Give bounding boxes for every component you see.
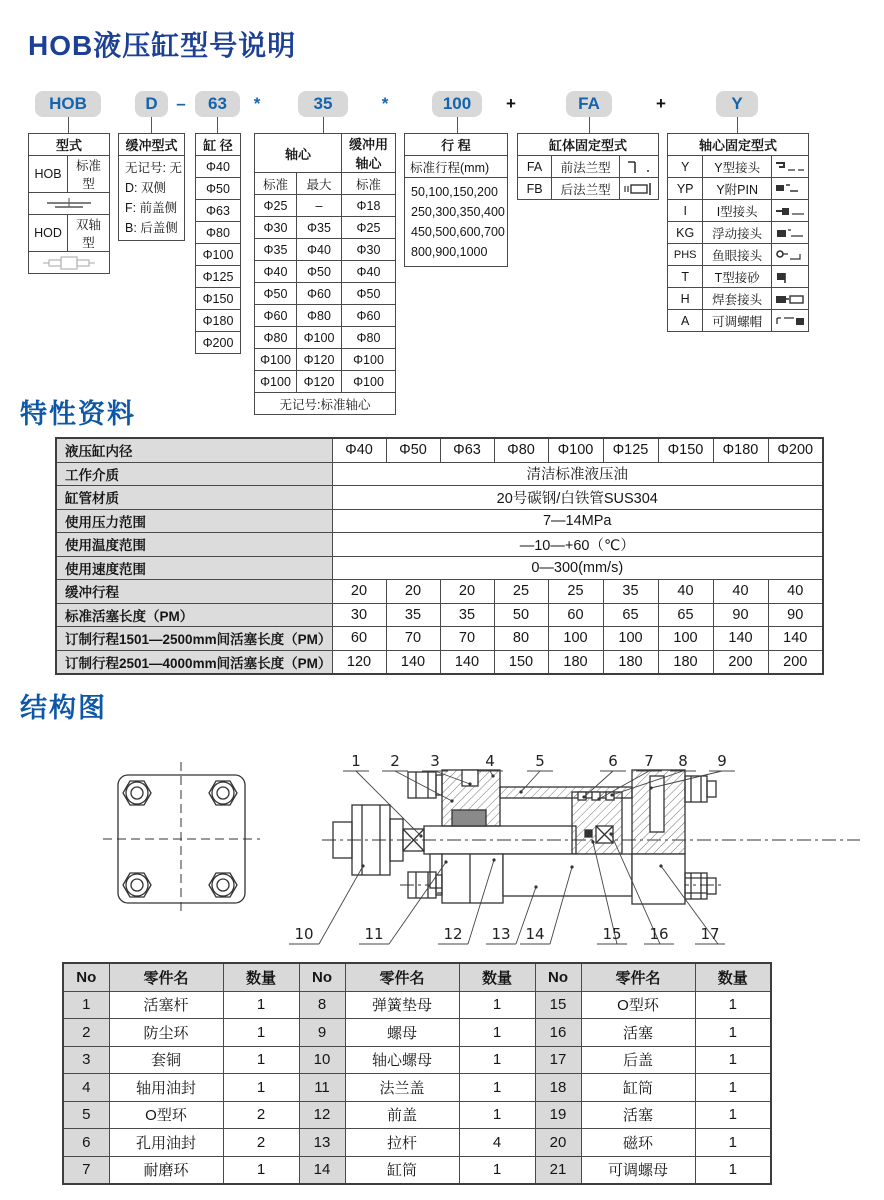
bore-value: Φ100 — [196, 244, 241, 266]
shaft-max: Φ100 — [297, 327, 342, 349]
spec-label: 使用温度范围 — [56, 533, 332, 557]
spec-label: 订制行程2501—4000mm间活塞长度（PM） — [56, 650, 332, 674]
shaft-buf: Φ80 — [342, 327, 396, 349]
buffer-table-header: 缓冲型式 — [119, 134, 185, 156]
spec-value: 70 — [386, 627, 440, 651]
part-qty: 1 — [459, 1156, 535, 1184]
spec-label: 使用速度范围 — [56, 556, 332, 580]
part-qty: 1 — [695, 1019, 771, 1047]
part-qty: 2 — [223, 1101, 299, 1129]
callout-number: 6 — [608, 752, 618, 770]
buffer-option: B: 后盖侧 — [125, 221, 178, 235]
part-qty: 1 — [223, 1046, 299, 1074]
part-name: 活塞杆 — [109, 991, 223, 1019]
spec-value: 60 — [332, 627, 386, 651]
spec-value: 140 — [768, 627, 823, 651]
part-name: O型环 — [109, 1101, 223, 1129]
rod-eye-joint-icon — [772, 244, 809, 266]
bore-value: Φ180 — [196, 310, 241, 332]
callout-number: 7 — [644, 752, 654, 770]
spec-value: Φ63 — [440, 438, 494, 462]
fix-code: I — [668, 200, 703, 222]
part-qty: 1 — [459, 1074, 535, 1102]
part-name: 耐磨环 — [109, 1156, 223, 1184]
spec-label: 工作介质 — [56, 462, 332, 486]
shaft-max: Φ60 — [297, 283, 342, 305]
type-code: HOB — [29, 156, 68, 193]
part-no: 9 — [299, 1019, 345, 1047]
shaft-max: – — [297, 195, 342, 217]
fix-name: 浮动接头 — [703, 222, 772, 244]
shaft-buf: Φ30 — [342, 239, 396, 261]
shaft-std: Φ40 — [255, 261, 297, 283]
parts-row — [63, 991, 771, 1019]
spec-value: 65 — [603, 603, 658, 627]
part-name: 拉杆 — [345, 1129, 459, 1157]
bore-value: Φ40 — [196, 156, 241, 178]
callout-number: 3 — [430, 752, 440, 770]
spec-value: Φ100 — [548, 438, 603, 462]
flange-bolt — [209, 781, 237, 805]
callout-number: 17 — [700, 925, 720, 943]
fix-name: I型接头 — [703, 200, 772, 222]
parts-header-no: No — [63, 963, 109, 991]
spec-value-span: 20号碳钢/白铁管SUS304 — [332, 486, 823, 510]
part-no: 13 — [299, 1129, 345, 1157]
model-box-stroke: 100 — [432, 91, 482, 117]
shaft-buf: Φ40 — [342, 261, 396, 283]
part-no: 7 — [63, 1156, 109, 1184]
spec-value-span: 0—300(mm/s) — [332, 556, 823, 580]
callout-number: 14 — [525, 925, 545, 943]
hob-cylinder-symbol — [41, 197, 97, 211]
flange-bolt — [123, 781, 151, 805]
model-box-series: HOB — [35, 91, 101, 117]
stroke-values: 250,300,350,400 — [411, 205, 505, 219]
parts-header-no: No — [535, 963, 581, 991]
fix-name: T型接砂 — [703, 266, 772, 288]
spec-label: 使用压力范围 — [56, 509, 332, 533]
part-no: 4 — [63, 1074, 109, 1102]
shaft-max: Φ50 — [297, 261, 342, 283]
code-separator: + — [656, 94, 666, 113]
spec-value: 25 — [494, 580, 548, 604]
fix-name: 焊套接头 — [703, 288, 772, 310]
callout-number: 2 — [390, 752, 400, 770]
fix-name: 前法兰型 — [552, 156, 620, 178]
code-separator: – — [176, 94, 186, 113]
callout-number: 9 — [717, 752, 727, 770]
fix-code: T — [668, 266, 703, 288]
type-table-header: 型式 — [29, 134, 110, 156]
stroke-values: 50,100,150,200 — [411, 185, 498, 199]
shaft-fix-table — [667, 133, 809, 332]
part-no: 6 — [63, 1129, 109, 1157]
spec-value: 20 — [332, 580, 386, 604]
part-qty: 1 — [459, 1019, 535, 1047]
spec-value: 100 — [603, 627, 658, 651]
spec-value: 90 — [768, 603, 823, 627]
shaft-max: Φ80 — [297, 305, 342, 327]
connector-line — [457, 117, 458, 133]
fix-name: 鱼眼接头 — [703, 244, 772, 266]
spec-value: 180 — [603, 650, 658, 674]
part-qty: 1 — [223, 1074, 299, 1102]
spec-value: 70 — [440, 627, 494, 651]
shaft-subheader: 标准 — [255, 173, 297, 195]
shaft-subheader: 标准 — [342, 173, 396, 195]
weld-sleeve-joint-icon — [772, 288, 809, 310]
spec-value-span: 7—14MPa — [332, 509, 823, 533]
spec-value: 100 — [658, 627, 713, 651]
hod-symbol-cell — [29, 252, 110, 274]
parts-row — [63, 1046, 771, 1074]
part-no: 3 — [63, 1046, 109, 1074]
spec-label: 订制行程1501—2500mm间活塞长度（PM） — [56, 627, 332, 651]
shaft-std: Φ80 — [255, 327, 297, 349]
fix-code: H — [668, 288, 703, 310]
part-qty: 1 — [695, 1074, 771, 1102]
parts-header-no: No — [299, 963, 345, 991]
part-no: 14 — [299, 1156, 345, 1184]
fix-name: Y附PIN — [703, 178, 772, 200]
hob-symbol-cell — [29, 193, 110, 215]
part-no: 20 — [535, 1129, 581, 1157]
spec-value: 80 — [494, 627, 548, 651]
callout-number: 8 — [678, 752, 688, 770]
spec-value: 40 — [658, 580, 713, 604]
type-code: HOD — [29, 215, 68, 252]
structure-section-heading: 结构图 — [20, 693, 107, 723]
parts-header-qty: 数量 — [695, 963, 771, 991]
bore-value: Φ125 — [196, 266, 241, 288]
fix-code: Y — [668, 156, 703, 178]
part-no: 5 — [63, 1101, 109, 1129]
parts-row — [63, 1101, 771, 1129]
spec-value: 120 — [332, 650, 386, 674]
buffer-option: F: 前盖侧 — [125, 201, 178, 215]
spec-value-span: 清洁标准液压油 — [332, 462, 823, 486]
hod-cylinder-symbol — [41, 255, 97, 271]
shaft-buf: Φ18 — [342, 195, 396, 217]
adjustable-nut-icon — [772, 310, 809, 332]
stroke-values: 450,500,600,700 — [411, 225, 505, 239]
part-name: 活塞 — [581, 1101, 695, 1129]
shaft-buf: Φ100 — [342, 371, 396, 393]
callout-number: 1 — [351, 752, 361, 770]
connector-line — [737, 117, 738, 133]
callout-number: 5 — [535, 752, 545, 770]
parts-row — [63, 1074, 771, 1102]
fix-code: YP — [668, 178, 703, 200]
shaft-buf: Φ60 — [342, 305, 396, 327]
spec-value: Φ150 — [658, 438, 713, 462]
part-name: 磁环 — [581, 1129, 695, 1157]
spec-label: 液压缸内径 — [56, 438, 332, 462]
part-no: 15 — [535, 991, 581, 1019]
fix-code: FA — [518, 156, 552, 178]
fix-code: KG — [668, 222, 703, 244]
part-no: 1 — [63, 991, 109, 1019]
connector-line — [151, 117, 152, 133]
part-name: 孔用油封 — [109, 1129, 223, 1157]
spec-value: Φ80 — [494, 438, 548, 462]
type-table — [28, 133, 110, 274]
parts-header-name: 零件名 — [109, 963, 223, 991]
callout-number: 12 — [443, 925, 463, 943]
spec-value: 140 — [386, 650, 440, 674]
model-box-buffer: D — [135, 91, 168, 117]
part-no: 11 — [299, 1074, 345, 1102]
part-name: 后盖 — [581, 1046, 695, 1074]
connector-line — [589, 117, 590, 133]
part-name: O型环 — [581, 991, 695, 1019]
bore-value: Φ200 — [196, 332, 241, 354]
spec-value: 180 — [658, 650, 713, 674]
shaft-buf: Φ50 — [342, 283, 396, 305]
spec-value: Φ180 — [713, 438, 768, 462]
spec-value: Φ50 — [386, 438, 440, 462]
spec-value: 150 — [494, 650, 548, 674]
shaft-max: Φ120 — [297, 349, 342, 371]
part-no: 16 — [535, 1019, 581, 1047]
spec-value: 60 — [548, 603, 603, 627]
spec-value: 30 — [332, 603, 386, 627]
shaft-std: Φ25 — [255, 195, 297, 217]
part-qty: 1 — [695, 1046, 771, 1074]
spec-value: Φ125 — [603, 438, 658, 462]
part-qty: 1 — [695, 1101, 771, 1129]
shaft-std: Φ50 — [255, 283, 297, 305]
type-name: 双轴型 — [68, 215, 110, 252]
connector-line — [68, 117, 69, 133]
model-box-shaft-fix: Y — [716, 91, 758, 117]
part-no: 18 — [535, 1074, 581, 1102]
part-no: 8 — [299, 991, 345, 1019]
part-qty: 1 — [695, 1129, 771, 1157]
spec-value: 140 — [440, 650, 494, 674]
stroke-table — [404, 133, 508, 267]
part-name: 轴用油封 — [109, 1074, 223, 1102]
part-no: 12 — [299, 1101, 345, 1129]
spec-value: Φ200 — [768, 438, 823, 462]
spec-label: 标准活塞长度（PM） — [56, 603, 332, 627]
buffer-option: D: 双侧 — [125, 181, 166, 195]
part-no: 10 — [299, 1046, 345, 1074]
parts-row — [63, 1156, 771, 1184]
shaft-max: Φ35 — [297, 217, 342, 239]
shaft-max: Φ120 — [297, 371, 342, 393]
spec-section-heading: 特性资料 — [20, 399, 136, 429]
spec-value: 140 — [713, 627, 768, 651]
part-qty: 1 — [223, 1019, 299, 1047]
spec-value: 50 — [494, 603, 548, 627]
parts-header-name: 零件名 — [345, 963, 459, 991]
part-name: 法兰盖 — [345, 1074, 459, 1102]
part-name: 活塞 — [581, 1019, 695, 1047]
shaft-fix-header: 轴心固定型式 — [668, 134, 809, 156]
connector-line — [323, 117, 324, 133]
part-no: 19 — [535, 1101, 581, 1129]
cylinder-body-outside — [408, 854, 716, 904]
part-no: 21 — [535, 1156, 581, 1184]
shaft-table — [254, 133, 396, 415]
part-name: 防尘环 — [109, 1019, 223, 1047]
type-name: 标准型 — [68, 156, 110, 193]
part-name: 套铜 — [109, 1046, 223, 1074]
shaft-table-header: 轴心 — [255, 134, 342, 173]
front-flange-icon — [620, 156, 659, 178]
part-name: 缸筒 — [581, 1074, 695, 1102]
part-no: 2 — [63, 1019, 109, 1047]
stroke-values: 800,900,1000 — [411, 245, 488, 259]
parts-row — [63, 1129, 771, 1157]
fix-name: Y型接头 — [703, 156, 772, 178]
spec-value: 35 — [386, 603, 440, 627]
fix-name: 可调螺帽 — [703, 310, 772, 332]
flange-bolt — [123, 873, 151, 897]
bore-value: Φ63 — [196, 200, 241, 222]
bore-value: Φ80 — [196, 222, 241, 244]
spec-value: 20 — [440, 580, 494, 604]
parts-row — [63, 1019, 771, 1047]
body-fix-header: 缸体固定型式 — [518, 134, 659, 156]
spec-value: 200 — [768, 650, 823, 674]
flange-bolt — [209, 873, 237, 897]
part-qty: 1 — [223, 991, 299, 1019]
spec-value: 40 — [713, 580, 768, 604]
floating-joint-icon — [772, 222, 809, 244]
buffer-shaft-header: 缓冲用轴心 — [342, 134, 396, 173]
spec-value: 35 — [440, 603, 494, 627]
shaft-std: Φ100 — [255, 371, 297, 393]
connector-line — [217, 117, 218, 133]
part-name: 缸筒 — [345, 1156, 459, 1184]
callout-number: 13 — [491, 925, 511, 943]
shaft-table-footer: 无记号:标准轴心 — [255, 393, 396, 415]
y-joint-icon — [772, 156, 809, 178]
spec-value-span: —10—+60（℃） — [332, 533, 823, 557]
shaft-buf: Φ100 — [342, 349, 396, 371]
code-separator: * — [381, 94, 389, 113]
bore-value: Φ150 — [196, 288, 241, 310]
callout-number: 16 — [649, 925, 669, 943]
code-separator: + — [506, 94, 516, 113]
spec-value: 100 — [548, 627, 603, 651]
spec-label: 缓冲行程 — [56, 580, 332, 604]
page-title: HOB液压缸型号说明 — [28, 30, 297, 61]
shaft-subheader: 最大 — [297, 173, 342, 195]
shaft-max: Φ40 — [297, 239, 342, 261]
part-qty: 1 — [695, 1156, 771, 1184]
part-name: 弹簧垫母 — [345, 991, 459, 1019]
shaft-std: Φ30 — [255, 217, 297, 239]
part-qty: 1 — [459, 1101, 535, 1129]
flange-plate — [103, 762, 260, 916]
callout-number: 10 — [294, 925, 314, 943]
part-qty: 4 — [459, 1129, 535, 1157]
callout-number: 4 — [485, 752, 495, 770]
parts-table — [62, 962, 772, 1185]
stroke-subheader: 标准行程(mm) — [405, 156, 508, 178]
model-box-body-fix: FA — [566, 91, 612, 117]
model-box-shaft: 35 — [298, 91, 348, 117]
spec-value: Φ40 — [332, 438, 386, 462]
bore-table-header: 缸 径 — [196, 134, 241, 156]
rear-flange-icon — [620, 178, 659, 200]
structure-diagram — [0, 726, 884, 958]
bore-value: Φ50 — [196, 178, 241, 200]
shaft-std: Φ100 — [255, 349, 297, 371]
model-box-bore: 63 — [195, 91, 240, 117]
spec-value: 25 — [548, 580, 603, 604]
spec-value: 180 — [548, 650, 603, 674]
spec-value: 20 — [386, 580, 440, 604]
part-name: 轴心螺母 — [345, 1046, 459, 1074]
part-name: 前盖 — [345, 1101, 459, 1129]
callout-number: 11 — [364, 925, 384, 943]
parts-header-qty: 数量 — [223, 963, 299, 991]
fix-name: 后法兰型 — [552, 178, 620, 200]
code-separator: * — [253, 94, 261, 113]
spec-label: 缸管材质 — [56, 486, 332, 510]
spec-table — [55, 437, 824, 675]
spec-value: 40 — [768, 580, 823, 604]
fix-code: A — [668, 310, 703, 332]
part-name: 可调螺母 — [581, 1156, 695, 1184]
shaft-buf: Φ25 — [342, 217, 396, 239]
t-joint-icon — [772, 266, 809, 288]
part-name: 螺母 — [345, 1019, 459, 1047]
y-pin-joint-icon — [772, 178, 809, 200]
part-qty: 1 — [459, 991, 535, 1019]
stroke-table-header: 行 程 — [405, 134, 508, 156]
spec-value: 35 — [603, 580, 658, 604]
part-qty: 1 — [459, 1046, 535, 1074]
part-no: 17 — [535, 1046, 581, 1074]
callout-number: 15 — [602, 925, 622, 943]
fix-code: PHS — [668, 244, 703, 266]
buffer-type-table — [118, 133, 185, 241]
part-qty: 1 — [223, 1156, 299, 1184]
part-qty: 1 — [695, 991, 771, 1019]
shaft-std: Φ60 — [255, 305, 297, 327]
part-qty: 2 — [223, 1129, 299, 1157]
parts-header-name: 零件名 — [581, 963, 695, 991]
fix-code: FB — [518, 178, 552, 200]
spec-value: 90 — [713, 603, 768, 627]
piston — [572, 792, 622, 854]
shaft-std: Φ35 — [255, 239, 297, 261]
buffer-option: 无记号: 无 — [125, 161, 182, 175]
body-fix-table — [517, 133, 659, 200]
bore-table — [195, 133, 241, 354]
parts-header-qty: 数量 — [459, 963, 535, 991]
spec-value: 65 — [658, 603, 713, 627]
spec-value: 200 — [713, 650, 768, 674]
i-joint-icon — [772, 200, 809, 222]
